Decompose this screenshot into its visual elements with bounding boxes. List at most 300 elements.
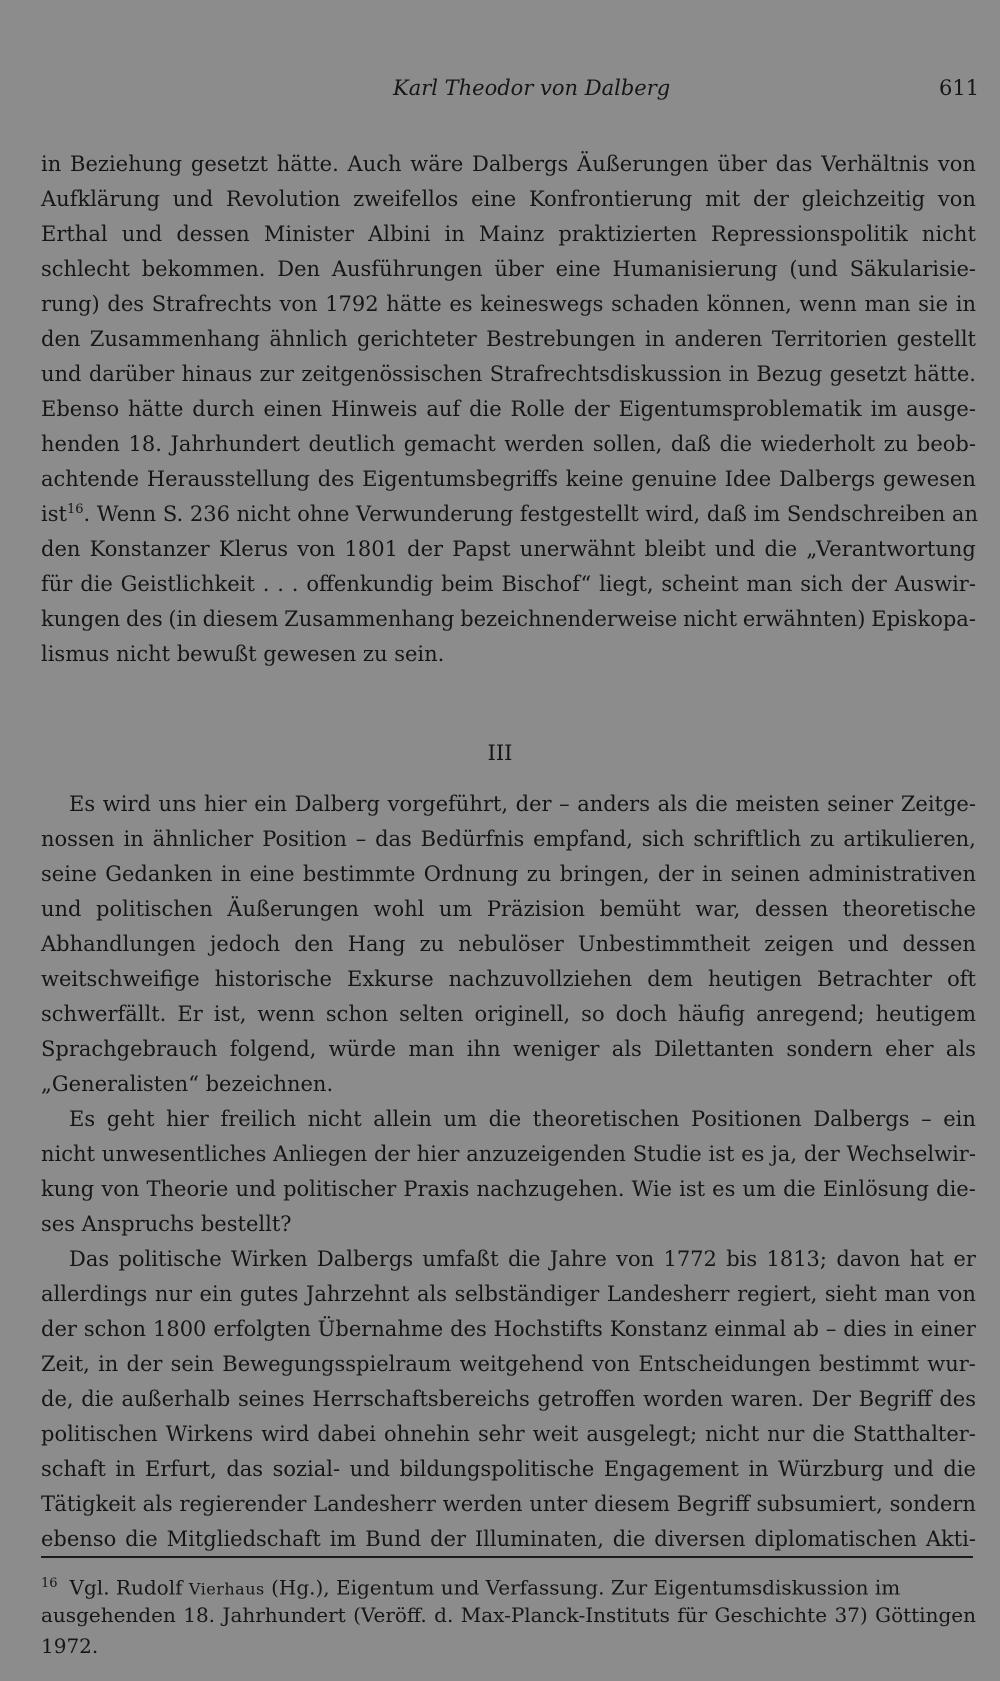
word: Er xyxy=(177,1002,203,1026)
word: Dalbergs xyxy=(778,467,876,491)
word: des xyxy=(939,1387,976,1411)
word: er xyxy=(953,1247,976,1271)
word: Auswir- xyxy=(894,572,976,596)
word: der xyxy=(752,187,789,211)
word: wur- xyxy=(927,1352,976,1376)
word: Ausführungen xyxy=(331,257,483,281)
word: Konfrontierung xyxy=(528,187,693,211)
word: man xyxy=(864,292,911,316)
word: weitschweifige xyxy=(41,967,200,991)
word: schon xyxy=(83,1317,147,1341)
word: nicht xyxy=(307,1107,362,1131)
word: kung xyxy=(41,1177,95,1201)
text-line xyxy=(41,1282,976,1317)
word: von xyxy=(616,1247,655,1271)
word: nicht xyxy=(41,1142,95,1166)
word: in xyxy=(955,292,976,316)
word: (Veröff. xyxy=(353,1603,427,1627)
word: Geschichte xyxy=(714,1603,828,1627)
word: Zeitge- xyxy=(900,792,976,816)
word: keine xyxy=(565,467,624,491)
word: von xyxy=(937,152,976,176)
word: Sprachgebrauch xyxy=(41,1037,218,1061)
text-line xyxy=(41,792,976,827)
word: wenn xyxy=(799,292,857,316)
word: sieht xyxy=(824,1282,877,1306)
word: politischen xyxy=(41,1422,158,1446)
word: Humanisierung xyxy=(612,257,778,281)
text-line xyxy=(41,1457,976,1492)
word: Max-Planck-Instituts xyxy=(460,1603,670,1627)
text-line xyxy=(41,1352,976,1387)
word: ist, xyxy=(213,1002,247,1026)
text-line xyxy=(41,327,976,362)
word: dem xyxy=(647,967,693,991)
word: für xyxy=(41,572,73,596)
word: die xyxy=(488,1107,522,1131)
word: empfand, xyxy=(533,827,633,851)
word: um xyxy=(443,1107,477,1131)
word: ist xyxy=(679,1177,706,1201)
word: werden xyxy=(442,1492,523,1516)
word: die xyxy=(507,1247,541,1271)
word: Bischof“ xyxy=(501,572,592,596)
word: zeitgenössischen xyxy=(301,362,483,386)
word: – xyxy=(825,1317,837,1341)
word: hätte xyxy=(128,397,184,421)
word: weit xyxy=(532,1422,579,1446)
word: Bewegungsspielraum xyxy=(222,1352,452,1376)
word: in xyxy=(893,1317,914,1341)
word: in xyxy=(748,1457,769,1481)
word: Akti- xyxy=(925,1527,976,1551)
word: selten xyxy=(399,1002,464,1026)
text-line xyxy=(41,1177,976,1212)
word: Landesherr xyxy=(606,1282,730,1306)
word: diesem xyxy=(202,607,279,631)
word: der xyxy=(373,1142,410,1166)
word: Göttingen xyxy=(875,1603,976,1627)
word: worden xyxy=(643,1387,724,1411)
word: Wirken xyxy=(230,1247,308,1271)
word: ja, xyxy=(771,1142,798,1166)
text-line xyxy=(41,1317,976,1352)
word: Engagement xyxy=(603,1457,739,1481)
word: die xyxy=(695,792,728,816)
word: nachzugehen. xyxy=(476,1177,625,1201)
word: ausge- xyxy=(906,397,976,421)
word: gesetzt xyxy=(190,152,268,176)
word: die xyxy=(81,1387,114,1411)
word: und xyxy=(349,1457,391,1481)
word: Klerus xyxy=(218,537,289,561)
word: . xyxy=(262,572,270,596)
word: Wirkens xyxy=(165,1422,254,1446)
word: henden xyxy=(41,432,120,456)
word: – xyxy=(921,1107,932,1131)
word: die xyxy=(80,572,113,596)
word: politische xyxy=(118,1247,222,1271)
word: Wechselwir- xyxy=(846,1142,976,1166)
word: Der xyxy=(811,1387,851,1411)
word: bleibt xyxy=(644,537,706,561)
word: Den xyxy=(277,257,321,281)
word: Äußerungen xyxy=(227,897,359,921)
word: diversen xyxy=(654,1527,746,1551)
word: einer xyxy=(920,1317,976,1341)
word: die xyxy=(469,397,502,421)
word: Jahre xyxy=(549,1247,607,1271)
word: schriftlich xyxy=(693,827,802,851)
word: und xyxy=(172,187,214,211)
word: gemacht xyxy=(403,432,496,456)
word: – xyxy=(559,792,570,816)
word: Papst xyxy=(452,537,511,561)
word: den xyxy=(41,327,81,351)
word: anzuzeigenden xyxy=(466,1142,626,1166)
word: eine xyxy=(471,187,517,211)
word: zu xyxy=(526,862,552,886)
text-line: „Generalisten“ bezeichnen. xyxy=(41,1072,334,1096)
running-head xyxy=(0,76,1000,106)
word: Landesherr xyxy=(313,1492,436,1516)
word: Entscheidungen xyxy=(638,1352,811,1376)
word: die xyxy=(125,1527,158,1551)
word: Hochstifts xyxy=(493,1317,603,1341)
word: Bestrebungen xyxy=(486,327,636,351)
text-line xyxy=(41,257,976,292)
word: sein xyxy=(170,1352,215,1376)
word: Zeit, xyxy=(41,1352,90,1376)
text-line xyxy=(41,292,976,327)
footnote-line xyxy=(41,1603,976,1634)
word: wiederholt xyxy=(760,432,876,456)
word: Exkurse xyxy=(346,967,434,991)
word: der xyxy=(126,1352,163,1376)
word: anders xyxy=(577,792,650,816)
word: als xyxy=(417,1282,448,1306)
word: ein xyxy=(943,1107,976,1131)
word: des xyxy=(317,467,355,491)
word: eine xyxy=(555,257,601,281)
word: nicht xyxy=(921,222,976,246)
word: Geistlichkeit xyxy=(120,572,255,596)
word: folgend, xyxy=(229,1037,317,1061)
text-line xyxy=(41,1387,976,1422)
word: nebulöser xyxy=(458,932,564,956)
word: originell, xyxy=(474,1002,571,1026)
word: nachzuvollziehen xyxy=(448,967,633,991)
word: um xyxy=(438,897,473,921)
word: nur xyxy=(767,1422,805,1446)
word: wird xyxy=(261,1422,310,1446)
word: Hinweis xyxy=(331,397,418,421)
word: daß xyxy=(670,432,711,456)
word: Theorie xyxy=(146,1177,229,1201)
word: uns xyxy=(158,792,197,816)
word: ähnlich xyxy=(269,327,348,351)
word: Eigentumsproblematik xyxy=(618,397,862,421)
word: in xyxy=(444,222,465,246)
word: Wie xyxy=(631,1177,672,1201)
word: von xyxy=(279,292,318,316)
word: Repressionspolitik xyxy=(711,222,908,246)
word: Zusammenhang xyxy=(89,327,260,351)
word: heutigen xyxy=(708,967,803,991)
word: und xyxy=(41,362,82,386)
word: getroffen xyxy=(537,1387,636,1411)
paragraph-3 xyxy=(41,1107,976,1247)
word: seines xyxy=(237,1387,305,1411)
word: auf xyxy=(426,397,461,421)
word: bestimmt xyxy=(818,1352,920,1376)
word: Würzburg xyxy=(778,1457,884,1481)
word: war, xyxy=(695,897,741,921)
word: Es xyxy=(69,1107,96,1131)
word: in xyxy=(41,152,62,176)
word: hier xyxy=(166,1107,209,1131)
text-line xyxy=(41,932,976,967)
text-line xyxy=(41,1142,976,1177)
word: Aufklärung xyxy=(41,187,160,211)
word: eher xyxy=(885,1037,934,1061)
word: genuine xyxy=(631,467,717,491)
word: im xyxy=(329,1527,357,1551)
word: über xyxy=(494,257,544,281)
word: 1772 xyxy=(663,1247,717,1271)
word: wäre xyxy=(410,152,464,176)
word: Abhandlungen xyxy=(41,932,196,956)
word: Präzision xyxy=(486,897,586,921)
word: nossen xyxy=(41,827,115,851)
word: unerwähnt xyxy=(519,537,636,561)
word: sie xyxy=(918,292,949,316)
word: Es xyxy=(69,792,96,816)
word: als xyxy=(657,792,688,816)
word: dessen xyxy=(902,932,976,956)
word: wird xyxy=(102,792,151,816)
word: zeigen xyxy=(764,932,834,956)
word: der xyxy=(430,1527,466,1551)
word: Konstanz xyxy=(609,1317,708,1341)
word: Mainz xyxy=(478,222,545,246)
word: ausgelegt; xyxy=(586,1422,698,1446)
word: das xyxy=(226,1457,264,1481)
word: theoretische xyxy=(842,897,976,921)
text-line xyxy=(41,432,976,467)
word: in xyxy=(702,862,723,886)
word: Beziehung xyxy=(70,152,183,176)
word: Studie xyxy=(632,1142,702,1166)
word: hätte. xyxy=(276,152,339,176)
word: schwerfällt. xyxy=(41,1002,167,1026)
word: zu xyxy=(883,432,909,456)
word: 1813; xyxy=(766,1247,827,1271)
word: im xyxy=(870,397,898,421)
word: die xyxy=(943,1457,976,1481)
word: weitgehend xyxy=(459,1352,584,1376)
word: nicht xyxy=(683,607,738,631)
word: der xyxy=(41,1317,77,1341)
word: 37) xyxy=(834,1603,868,1627)
word: schaden xyxy=(611,292,700,316)
word: und xyxy=(714,537,756,561)
word: achtende xyxy=(41,467,140,491)
word: administrativen xyxy=(808,862,976,886)
word: schaft xyxy=(41,1457,106,1481)
word: Strafrechts xyxy=(151,292,272,316)
word: des xyxy=(107,292,145,316)
word: Dilettanten xyxy=(654,1037,775,1061)
text-line xyxy=(41,862,976,897)
word: häufig xyxy=(678,1002,746,1026)
word: Konstanzer xyxy=(89,537,210,561)
word: „Verantwortung xyxy=(806,537,976,561)
word: Begriff xyxy=(858,1387,932,1411)
word: sondern xyxy=(889,1492,976,1516)
word: gewesen xyxy=(882,467,976,491)
word: seine xyxy=(41,862,97,886)
word: Übernahme xyxy=(317,1317,444,1341)
word: vorgeführt, xyxy=(387,792,509,816)
word: in xyxy=(644,327,666,351)
text-line xyxy=(41,362,976,397)
word: Tätigkeit xyxy=(41,1492,136,1516)
word: ein xyxy=(199,1282,233,1306)
text-line xyxy=(41,1422,976,1457)
text-line xyxy=(41,152,976,187)
word: heutigem xyxy=(875,1002,976,1026)
text-segment: (Hg.), Eigentum und Verfassung. Zur Eigentumsdiskussion im xyxy=(264,1575,901,1600)
word: der xyxy=(407,537,444,561)
paragraph-4 xyxy=(41,1247,976,1562)
word: regierender xyxy=(179,1492,307,1516)
text-line xyxy=(41,1247,976,1282)
word: Dalbergs xyxy=(472,152,569,176)
word: zur xyxy=(259,362,295,386)
word: in xyxy=(98,1352,119,1376)
text-line xyxy=(41,1492,976,1527)
text-segment: Vgl. Rudolf xyxy=(69,1575,189,1600)
word: Einlösung xyxy=(822,1177,930,1201)
word: erwähnten) xyxy=(742,607,866,631)
word: in xyxy=(728,362,750,386)
word: hätte xyxy=(386,292,442,316)
word: schlecht xyxy=(41,257,130,281)
word: Jahrhundert xyxy=(170,432,300,456)
word: 18. xyxy=(128,432,162,456)
word: rung) xyxy=(41,292,100,316)
word: es xyxy=(712,1177,736,1201)
text-line xyxy=(41,827,976,862)
word: können, xyxy=(706,292,792,316)
word: in xyxy=(115,1457,136,1481)
word: Säkularisie- xyxy=(849,257,976,281)
word: Revolution xyxy=(226,187,341,211)
word: unter xyxy=(529,1492,588,1516)
word: Das xyxy=(69,1247,110,1271)
text-line xyxy=(41,537,976,572)
word: bekommen. xyxy=(141,257,266,281)
text-line xyxy=(41,572,976,607)
word: Praxis xyxy=(403,1177,470,1201)
word: ähnlicher xyxy=(152,827,254,851)
word: des xyxy=(450,1317,487,1341)
word: Dalbergs xyxy=(813,1107,910,1131)
word: als xyxy=(142,1492,173,1516)
word: die xyxy=(764,537,798,561)
word: allerdings xyxy=(41,1282,148,1306)
word: das xyxy=(775,152,813,176)
word: kungen xyxy=(41,607,121,631)
word: bildungspolitische xyxy=(399,1457,595,1481)
word: Jahrhundert xyxy=(222,1603,346,1627)
word: ausgehenden xyxy=(41,1603,176,1627)
word: politischer xyxy=(283,1177,397,1201)
word: nur xyxy=(154,1282,192,1306)
word: und xyxy=(235,1177,276,1201)
word: die xyxy=(783,1177,816,1201)
word: bezeichnenderweise xyxy=(460,607,678,631)
word: Dalberg xyxy=(294,792,380,816)
word: von xyxy=(101,1177,140,1201)
word: hätte. xyxy=(913,362,976,386)
paragraph-2 xyxy=(41,792,976,1107)
word: bemüht xyxy=(599,897,681,921)
word: wohl xyxy=(373,897,425,921)
footnote-divider xyxy=(41,1556,973,1558)
word: bringen, xyxy=(559,862,650,886)
word: Statthalter- xyxy=(852,1422,976,1446)
word: weniger xyxy=(512,1037,600,1061)
word: geht xyxy=(106,1107,155,1131)
word: meisten xyxy=(735,792,820,816)
word: zu xyxy=(419,932,445,956)
word: gleichzeitig xyxy=(801,187,926,211)
word: der xyxy=(803,1142,840,1166)
text-line-with-footnote-ref xyxy=(41,502,976,537)
word: Unbestimmtheit xyxy=(577,932,751,956)
word: Position xyxy=(262,827,347,851)
word: einen xyxy=(263,397,323,421)
word: über xyxy=(717,152,767,176)
word: seiner xyxy=(827,792,894,816)
word: Positionen xyxy=(691,1107,802,1131)
footnote-line: 1972. xyxy=(41,1634,99,1658)
word: politischen xyxy=(96,897,213,921)
text-segment: . Wenn S. 236 nicht ohne Verwunderung festgestellt wird, daß im Sendschreiben an xyxy=(83,502,978,526)
word: und xyxy=(121,222,163,246)
text-line xyxy=(41,897,976,932)
word: (und xyxy=(789,257,838,281)
word: man xyxy=(408,1037,455,1061)
word: Albini xyxy=(368,222,431,246)
word: ist xyxy=(708,1142,735,1166)
word: 1800 xyxy=(152,1317,207,1341)
word: um xyxy=(742,1177,776,1201)
word: seinen xyxy=(730,862,801,886)
word: hier xyxy=(203,792,247,816)
word: Territorien xyxy=(771,327,888,351)
word: diesem xyxy=(594,1492,670,1516)
word: gesetzt xyxy=(829,362,907,386)
word: Verhältnis xyxy=(821,152,930,176)
word: Auch xyxy=(347,152,402,176)
word: bestimmte xyxy=(302,862,416,886)
word: theoretischen xyxy=(532,1107,680,1131)
word: Gedanken xyxy=(105,862,213,886)
word: historische xyxy=(214,967,332,991)
